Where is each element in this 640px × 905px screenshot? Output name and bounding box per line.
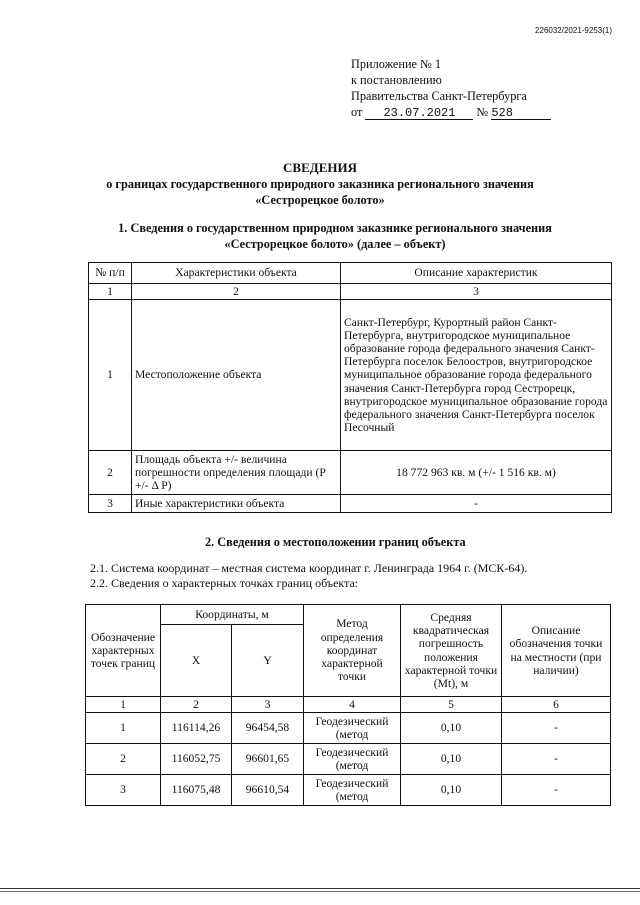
method-cell: Геодезический (метод [304, 775, 401, 806]
column-number: 2 [161, 697, 232, 713]
method-cell: Геодезический (метод [304, 744, 401, 775]
table-header-row [89, 263, 612, 284]
object-table [88, 262, 612, 513]
header-cell: Метод определения координат характерной точки [304, 605, 401, 697]
description-cell: 18 772 963 кв. м (+/- 1 516 кв. м) [341, 451, 612, 495]
table-row [89, 495, 612, 513]
method-cell: Геодезический (метод [304, 713, 401, 744]
description-cell: - [341, 495, 612, 513]
scan-edge-line [0, 891, 640, 892]
table-row [89, 300, 612, 451]
appendix-line: Приложение № 1 [351, 57, 442, 71]
header-cell: Характеристики объекта [132, 263, 341, 284]
date-prefix: от [351, 105, 363, 119]
row-number: 2 [89, 451, 132, 495]
description-cell: - [502, 713, 611, 744]
x-value: 116075,48 [161, 775, 232, 806]
paragraph: 2.1. Система координат – местная система координат г. Ленинграда 1964 г. (МСК-64). [90, 561, 528, 575]
error-value: 0,10 [401, 775, 502, 806]
section2-heading: 2. Сведения о местоположении границ объекта [205, 535, 466, 549]
characteristic-cell: Иные характеристики объекта [132, 495, 341, 513]
header-cell: Координаты, м [161, 605, 304, 625]
error-value: 0,10 [401, 713, 502, 744]
point-number: 1 [86, 713, 161, 744]
x-value: 116114,26 [161, 713, 232, 744]
resolution-date: 23.07.2021 [365, 107, 473, 120]
description-cell: Санкт-Петербург, Курортный район Санкт-Петербурга, внутригородское муниципальное образование города федерального значения Санкт-Петербурга поселок Белоостров, внутригородское муниципальное образование города федерального значения Санкт-Петербурга город Сестрорецк, внутригородское муниципальное образование города федерального значения Санкт-Петербурга поселок Песочный [341, 300, 612, 451]
table-row [86, 775, 611, 806]
error-value: 0,10 [401, 744, 502, 775]
point-number: 3 [86, 775, 161, 806]
appendix-date-line [351, 104, 551, 120]
row-number: 3 [89, 495, 132, 513]
column-number-row [89, 284, 612, 300]
description-cell: - [502, 744, 611, 775]
x-value: 116052,75 [161, 744, 232, 775]
characteristic-cell: Местоположение объекта [132, 300, 341, 451]
resolution-number: 528 [491, 107, 551, 120]
section1-heading-line: «Сестрорецкое болото» (далее – объект) [224, 237, 446, 251]
column-number: 3 [232, 697, 304, 713]
table-row [86, 713, 611, 744]
table-row [89, 451, 612, 495]
appendix-line: к постановлению [351, 73, 442, 87]
header-cell: Описание обозначения точки на местности (при наличии) [502, 605, 611, 697]
appendix-line: Правительства Санкт-Петербурга [351, 89, 527, 103]
column-number: 5 [401, 697, 502, 713]
characteristic-cell: Площадь объекта +/- величина погрешности определения площади (P +/- Δ P) [132, 451, 341, 495]
y-value: 96454,58 [232, 713, 304, 744]
scan-edge-line [0, 888, 640, 889]
title-line: «Сестрорецкое болото» [255, 193, 385, 207]
header-cell: Обозначение характерных точек границ [86, 605, 161, 697]
number-prefix: № [476, 105, 489, 119]
document-title [60, 160, 580, 208]
table-header-row [86, 605, 611, 625]
column-number: 4 [304, 697, 401, 713]
y-value: 96601,65 [232, 744, 304, 775]
y-value: 96610,54 [232, 775, 304, 806]
section1-heading [55, 220, 615, 252]
header-cell: № п/п [89, 263, 132, 284]
title-heading: СВЕДЕНИЯ [283, 160, 357, 175]
header-cell: Y [232, 625, 304, 697]
column-number: 1 [86, 697, 161, 713]
column-number: 3 [341, 284, 612, 300]
title-line: о границах государственного природного заказника регионального значения [106, 177, 534, 191]
appendix-block [351, 56, 551, 120]
description-cell: - [502, 775, 611, 806]
point-number: 2 [86, 744, 161, 775]
column-number-row [86, 697, 611, 713]
points-table [85, 604, 611, 806]
header-cell: Средняя квадратическая погрешность положения характерной точки (Mt), м [401, 605, 502, 697]
header-cell: X [161, 625, 232, 697]
column-number: 2 [132, 284, 341, 300]
column-number: 1 [89, 284, 132, 300]
row-number: 1 [89, 300, 132, 451]
paragraph: 2.2. Сведения о характерных точках границ объекта: [90, 576, 359, 590]
header-cell: Описание характеристик [341, 263, 612, 284]
document-id: 226032/2021-9253(1) [535, 26, 612, 35]
section1-heading-line: 1. Сведения о государственном природном заказнике регионального значения [118, 221, 552, 235]
table-row [86, 744, 611, 775]
column-number: 6 [502, 697, 611, 713]
